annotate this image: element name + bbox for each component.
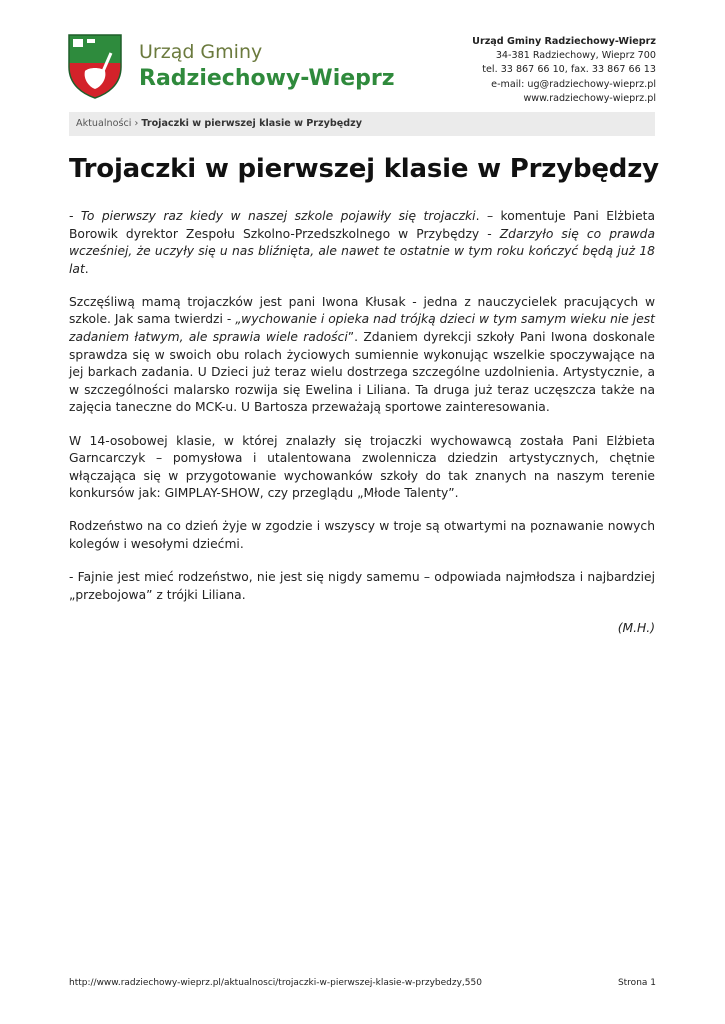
contact-org-name: Urząd Gminy Radziechowy-Wieprz	[472, 36, 656, 47]
article-body	[69, 208, 655, 653]
page-number: Strona 1	[617, 978, 656, 988]
quote-text: - To pierwszy raz kiedy w naszej szkole pojawiły się trojaczki	[69, 209, 476, 223]
coat-of-arms-icon	[67, 33, 123, 99]
breadcrumb-current: Trojaczki w pierwszej klasie w Przybędzy	[141, 118, 362, 129]
article-paragraph: W 14-osobowej klasie, w której znalazły się trojaczki wychowawcą została Pani Elżbieta Garncarczyk – pomysłowa i utalentowana zwolennicza dziedzin artystycznych, chętnie włączająca się w przygotowanie wychowanków szkoły do tak znanych na naszym terenie konkursów jak: GIMPLAY-SHOW, czy przeglądu „Młode Talenty”.	[69, 433, 655, 501]
contact-phone: tel. 33 867 66 10, fax. 33 867 66 13	[482, 64, 656, 76]
paragraph-text: . – komentuje Pani Elżbieta Borowik dyrektor Zespołu Szkolno-Przedszkolnego w Przybędzy -	[69, 209, 655, 241]
footer-url[interactable]: http://www.radziechowy-wieprz.pl/aktualnosci/trojaczki-w-pierwszej-klasie-w-przybedzy,550	[69, 978, 482, 988]
contact-block	[472, 35, 656, 106]
quote-text: Zdarzyło się co prawda wcześniej, że uczyły się u nas bliźnięta, ale nawet te ostatnie w tym roku kończyć będą już 18 lat	[69, 226, 655, 276]
contact-email[interactable]: e-mail: ug@radziechowy-wieprz.pl	[491, 78, 656, 90]
contact-website[interactable]: www.radziechowy-wieprz.pl	[523, 92, 656, 104]
paragraph-text: ”. Zdaniem dyrekcji szkoły Pani Iwona doskonale sprawdza się w swoich obu rolach życiowych sumiennie wykonując wszelkie spoczywające na jej barkach zadania. U Dzieci już teraz wielu dostrzega szczególne uzdolnienia. Artystycznie, a w szczególności malarsko rozwija się Ewelina i Liliana. Ta druga już teraz uczęszcza także na zajęcia taneczne do MCK-u. U Bartosza przeważają sportowe zainteresowania.	[69, 330, 655, 415]
article-paragraph: Rodzeństwo na co dzień żyje w zgodzie i wszyscy w troje są otwartymi na poznawanie nowych kolegów i wesołymi dziećmi.	[69, 519, 655, 551]
page-title: Trojaczki w pierwszej klasie w Przybędzy	[69, 154, 659, 184]
breadcrumb-parent-link[interactable]: Aktualności	[76, 118, 132, 129]
logo-title-line1: Urząd Gminy	[139, 41, 263, 63]
article-paragraph	[69, 208, 655, 278]
paragraph-text: .	[84, 261, 89, 276]
article-paragraph: - Fajnie jest mieć rodzeństwo, nie jest się nigdy samemu – odpowiada najmłodsza i najbardziej „przebojowa” z trójki Liliana.	[69, 570, 655, 602]
paragraph-text: Szczęśliwą mamą trojaczków jest pani Iwona Kłusak - jedna z nauczycielek pracujących w szkole. Jak sama twierdzi -	[69, 294, 655, 327]
breadcrumb	[69, 112, 655, 136]
author-signature: (M.H.)	[617, 620, 655, 635]
article-paragraph	[69, 294, 655, 417]
logo-title-line2: Radziechowy-Wieprz	[139, 66, 395, 91]
municipality-logo[interactable]	[67, 33, 397, 101]
contact-address: 34-381 Radziechowy, Wieprz 700	[495, 50, 656, 62]
breadcrumb-separator: ›	[131, 118, 142, 129]
quote-text: „wychowanie i opieka nad trójką dzieci w tym samym wieku nie jest zadaniem łatwym, ale sprawia wiele radości	[69, 312, 655, 345]
